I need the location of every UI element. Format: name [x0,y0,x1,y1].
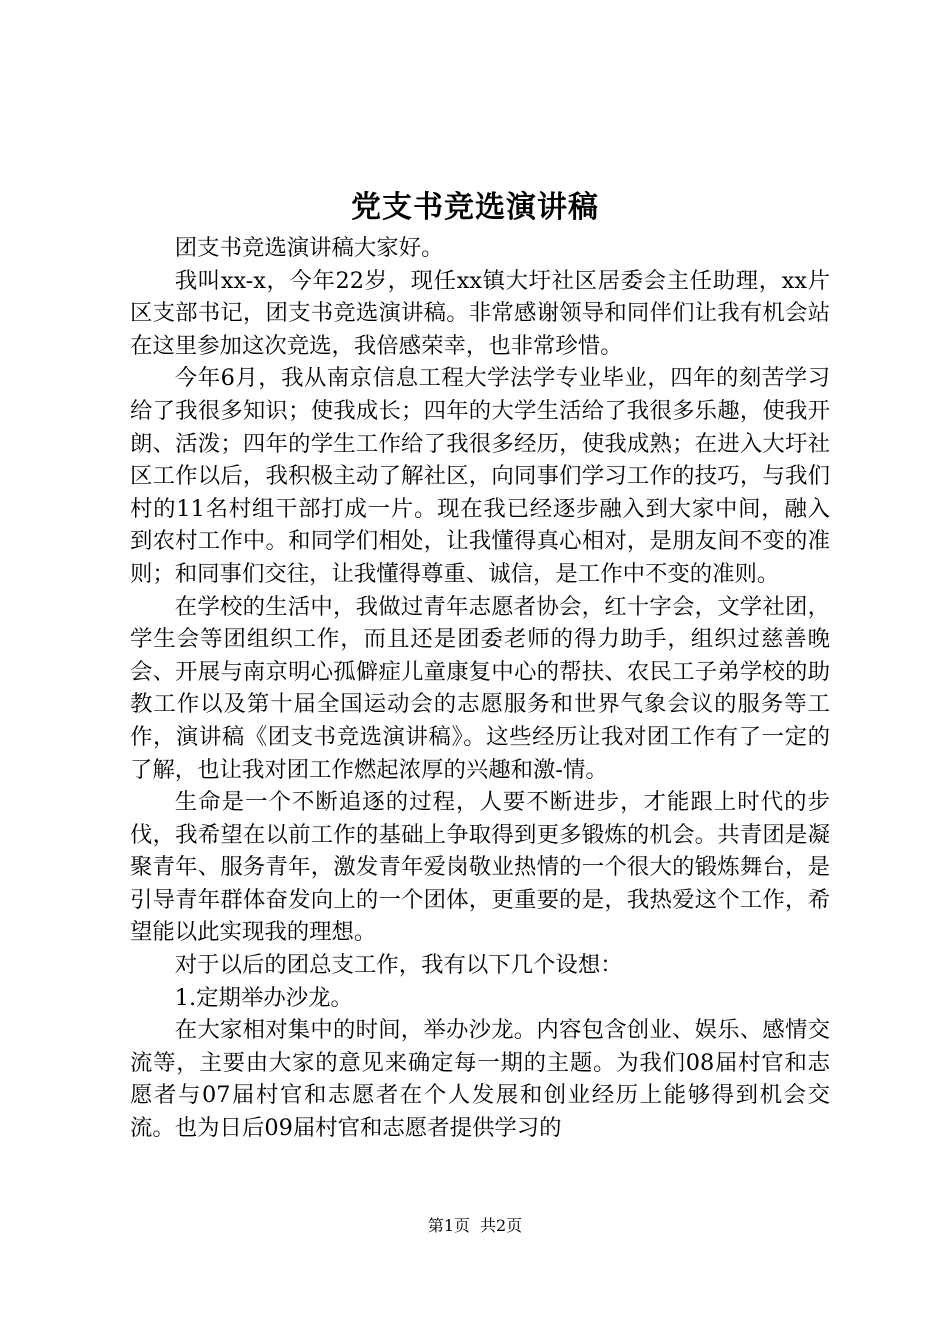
paragraph-introduction: 我叫xx-x，今年22岁，现任xx镇大圩社区居委会主任助理，xx片区支部书记，团支书竞选演讲稿。非常感谢领导和同伴们让我有机会站在这里参加这次竞选，我倍感荣幸，也非常珍惜。 [130,267,830,359]
paragraph-school-experience: 在学校的生活中，我做过青年志愿者协会，红十字会，文学社团，学生会等团组织工作，而且还是团委老师的得力助手，组织过慈善晚会、开展与南京明心孤僻症儿童康复中心的帮扶、农民工子弟学校的助教工作以及第十届全国运动会的志愿服务和世界气象会议的服务等工作，演讲稿《团支书竞选演讲稿》。这些经历让我对团工作有了一定的了解，也让我对团工作燃起浓厚的兴趣和激-情。 [130,593,830,783]
page-footer [0,1214,950,1238]
page-total: 共2页 [480,1216,523,1235]
page-title: 党支书竞选演讲稿 [351,190,599,225]
document-body [130,232,830,1145]
paragraph-plan-detail: 在大家相对集中的时间，举办沙龙。内容包含创业、娱乐、感情交流等，主要由大家的意见来确定每一期的主题。为我们08届村官和志愿者与07届村官和志愿者在个人发展和创业经历上能够得到机会交流。也为日后09届村官和志愿者提供学习的 [130,1017,830,1142]
paragraph-education: 今年6月，我从南京信息工程大学法学专业毕业，四年的刻苦学习给了我很多知识；使我成长；四年的大学生活给了我很多乐趣，使我开朗、活泼；四年的学生工作给了我很多经历，使我成熟；在进入大圩社区工作以后，我积极主动了解社区，向同事们学习工作的技巧，与我们村的11名村组干部打成一片。现在我已经逐步融入到大家中间，融入到农村工作中。和同学们相处，让我懂得真心相对，是朋友间不变的准则；和同事们交往，让我懂得尊重、诚信，是工作中不变的准则。 [130,365,830,587]
paragraph-aspiration: 生命是一个不断追逐的过程，人要不断进步，才能跟上时代的步伐，我希望在以前工作的基础上争取得到更多锻炼的机会。共青团是凝聚青年、服务青年，激发青年爱岗敬业热情的一个很大的锻炼舞台，是引导青年群体奋发向上的一个团体，更重要的是，我热爱这个工作，希望能以此实现我的理想。 [130,789,830,946]
paragraph-greeting: 团支书竞选演讲稿大家好。 [174,235,444,261]
paragraph-plans-intro: 对于以后的团总支工作，我有以下几个设想： [174,952,623,979]
page-number: 第1页 [427,1216,470,1235]
paragraph-plan-item-1: 1.定期举办沙龙。 [174,984,353,1011]
